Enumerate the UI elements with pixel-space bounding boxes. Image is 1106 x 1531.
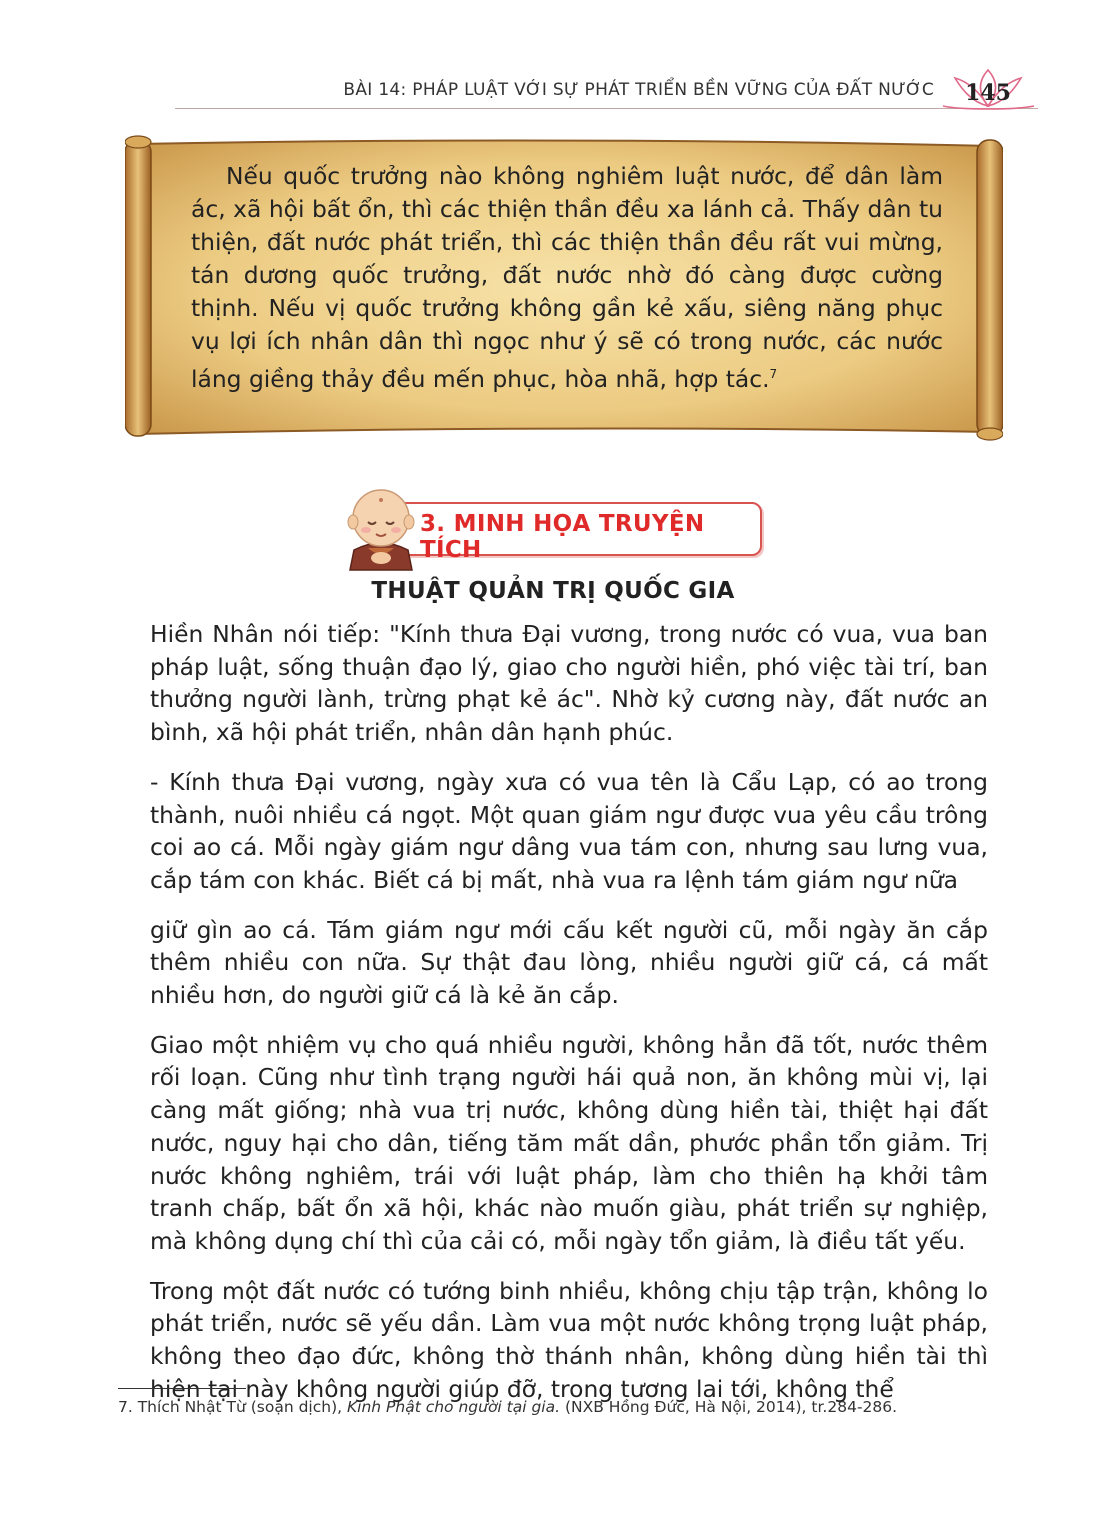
footnote-rule <box>118 1388 246 1389</box>
story-paragraph: - Kính thưa Đại vương, ngày xưa có vua tên là Cẩu Lạp, có ao trong thành, nuôi nhiều cá ngọt. Một quan giám ngư được vua yêu cầu trông coi ao cá. Mỗi ngày giám ngư dâng vua tám con, nhưng sau lưng vua, cắp tám con khác. Biết cá bị mất, nhà vua ra lệnh tám giám ngư nữa <box>150 767 988 894</box>
parchment-scroll <box>125 132 1003 444</box>
story-paragraph: Giao một nhiệm vụ cho quá nhiều người, không hẳn đã tốt, nước thêm rối loạn. Cũng như tình trạng người hái quả non, ăn không mùi vị, lại càng mất giống; nhà vua trị nước, không dùng hiền tài, thiệt hại đất nước, nguy hại cho dân, tiếng tăm mất dần, phước phần tổn giảm. Trị nước không nghiêm, trái với luật pháp, làm cho thiên hạ khởi tâm tranh chấp, bất ổn xã hội, khác nào muốn giàu, phát triển sự nghiệp, mà không dụng chí thì của cải có, mỗi ngày tổn giảm, là điều tất yếu. <box>150 1030 988 1255</box>
monk-mascot-icon <box>340 480 422 572</box>
footnote-book-title: Kinh Phật cho người tại gia. <box>346 1398 561 1416</box>
footnote-suffix: (NXB Hồng Đức, Hà Nội, 2014), tr.284-286. <box>560 1398 898 1416</box>
story-title: THUẬT QUẢN TRỊ QUỐC GIA <box>371 578 735 604</box>
page-header <box>0 74 1106 114</box>
quote-body: Nếu quốc trưởng nào không nghiêm luật nước, để dân làm ác, xã hội bất ổn, thì các thiện thần đều xa lánh cả. Thấy dân tu thiện, đất nước phát triển, thì các thiện thần đều rất vui mừng, tán dương quốc trưởng, đất nước nhờ đó càng được cường thịnh. Nếu vị quốc trưởng không gần kẻ xấu, siêng năng phục vụ lợi ích nhân dân thì ngọc như ý sẽ có trong nước, các nước láng giềng thảy đều mến phục, hòa nhã, hợp tác. <box>191 162 943 393</box>
section-heading: 3. MINH HỌA TRUYỆN TÍCH <box>420 511 705 563</box>
header-rule <box>175 108 1038 109</box>
story-body <box>150 618 988 1422</box>
story-paragraph: Hiền Nhân nói tiếp: "Kính thưa Đại vương, trong nước có vua, vua ban pháp luật, sống thuận đạo lý, giao cho người hiền, phó việc tài trí, ban thưởng người lành, trừng phạt kẻ ác". Nhờ kỷ cương này, đất nước an bình, xã hội phát triển, nhân dân hạnh phúc. <box>150 620 988 747</box>
footnote <box>118 1396 990 1418</box>
section-heading-badge <box>340 480 765 572</box>
footnote-prefix: 7. Thích Nhật Từ (soạn dịch), <box>118 1398 347 1416</box>
story-paragraph: giữ gìn ao cá. Tám giám ngư mới cấu kết người cũ, mỗi ngày ăn cắp thêm nhiều con nữa. Sự thật đau lòng, nhiều người giữ cá, cá mất nhiều hơn, do người giữ cá là kẻ ăn cắp. <box>150 915 988 1010</box>
story-paragraph: Trong một đất nước có tướng binh nhiều, không chịu tập trận, không lo phát triển, nước sẽ yếu dần. Làm vua một nước không trọng luật pháp, không theo đạo đức, không thờ thánh nhân, không dùng hiền tài thì hiện tại này không người giúp đỡ, trong tương lai tới, không thể <box>150 1276 988 1403</box>
page-number: 145 <box>965 80 1011 106</box>
footnote-reference[interactable]: 7 <box>769 367 778 381</box>
running-title: BÀI 14: PHÁP LUẬT VỚI SỰ PHÁT TRIỂN BỀN VỮNG CỦA ĐẤT NƯỚC <box>343 80 934 100</box>
quote-text <box>191 160 943 396</box>
